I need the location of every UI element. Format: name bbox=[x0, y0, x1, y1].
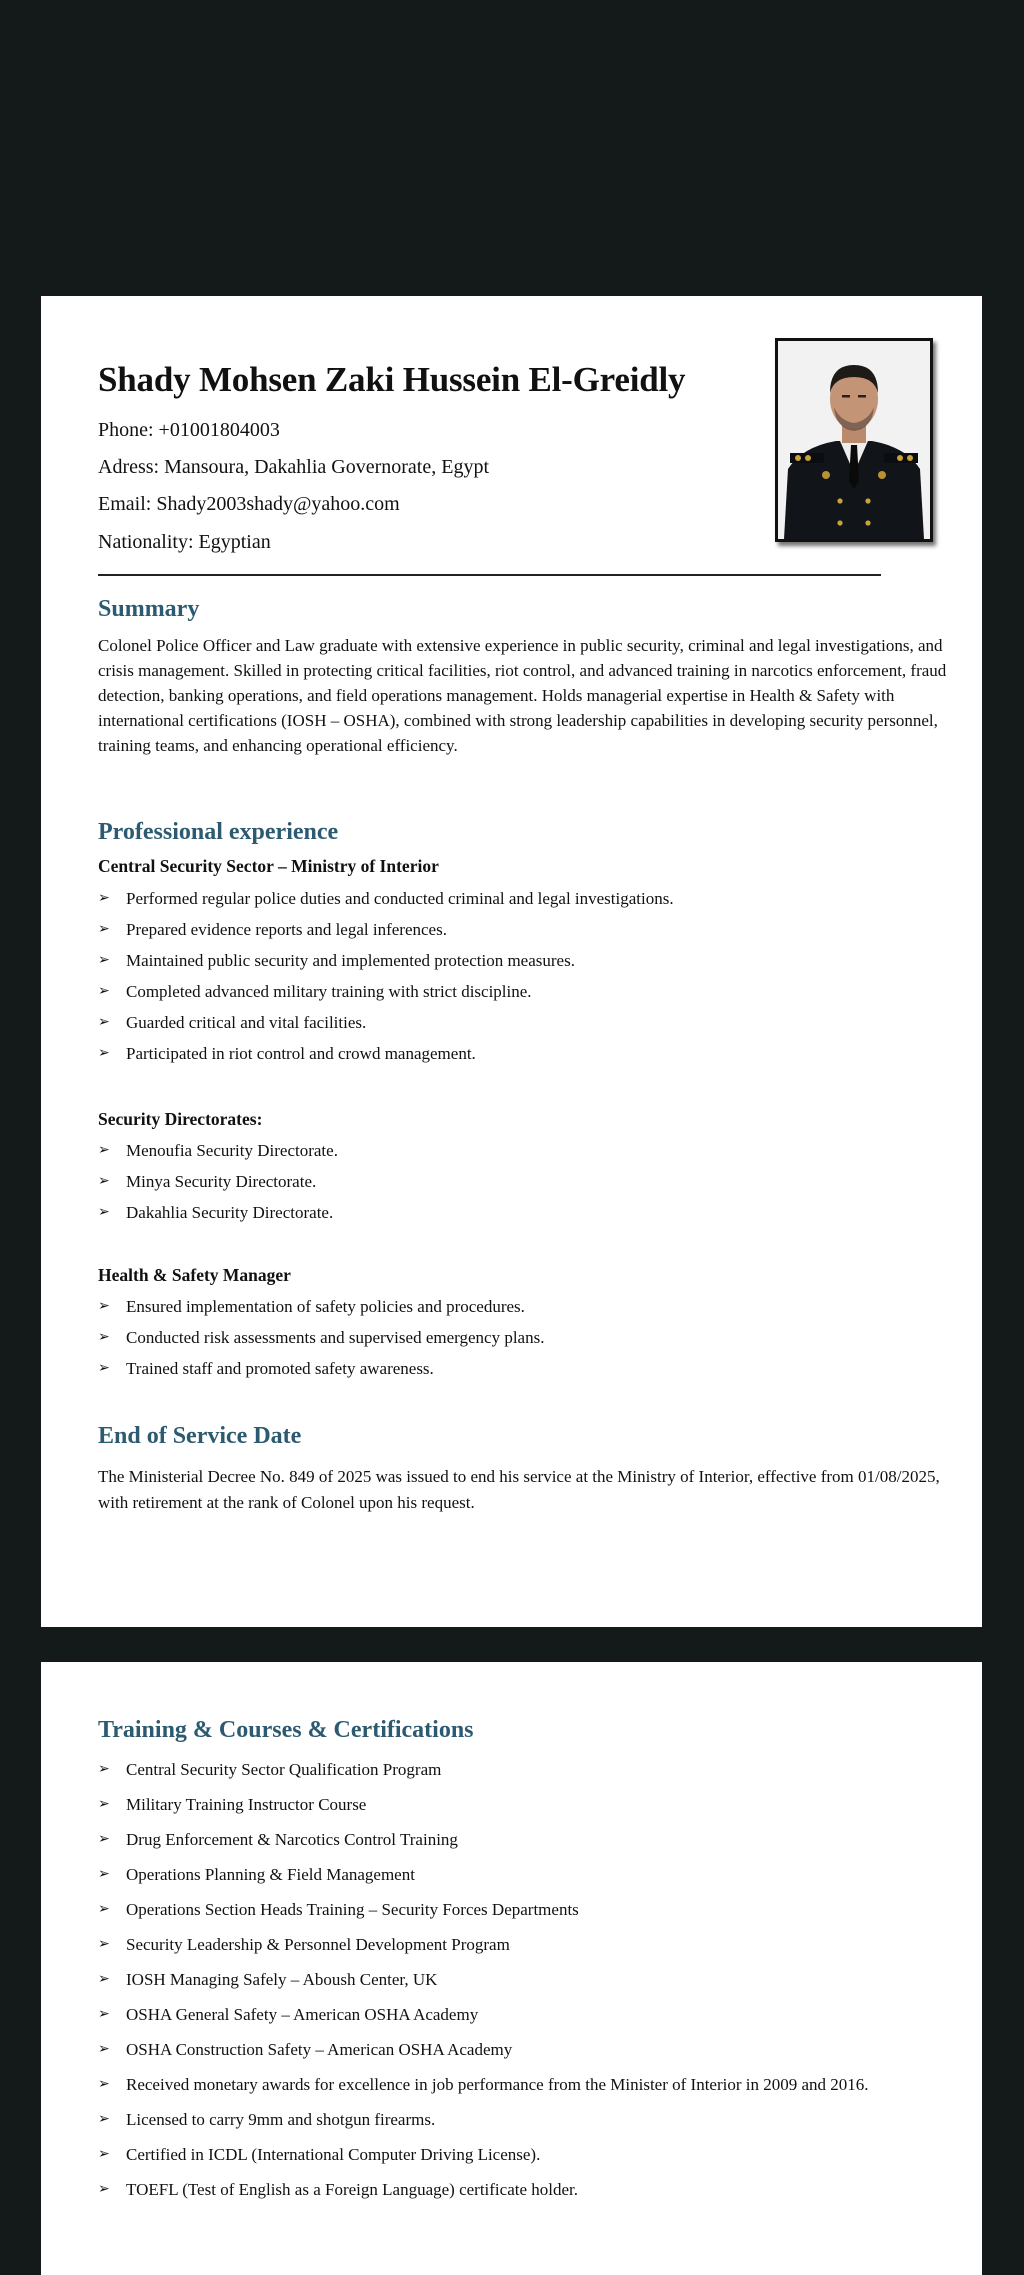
central-security-list bbox=[98, 886, 948, 1066]
arrow-bullet-icon: ➢ bbox=[98, 1204, 110, 1220]
list-item: ➢ Drug Enforcement & Narcotics Control Training bbox=[98, 1827, 948, 1852]
list-item: ➢ Military Training Instructor Course bbox=[98, 1792, 948, 1817]
arrow-bullet-icon: ➢ bbox=[98, 1796, 110, 1812]
summary-title: Summary bbox=[98, 596, 200, 622]
list-item: ➢ Menoufia Security Directorate. bbox=[98, 1138, 948, 1163]
list-item: ➢ Operations Section Heads Training – Security Forces Departments bbox=[98, 1897, 948, 1922]
end-of-service-text: The Ministerial Decree No. 849 of 2025 was issued to end his service at the Ministry of Interior, effective from 01/08/2025, with retirement at the rank of Colonel upon his request. bbox=[98, 1467, 940, 1512]
nationality-line: Nationality: Egyptian bbox=[98, 531, 271, 553]
list-item: ➢ Operations Planning & Field Management bbox=[98, 1862, 948, 1887]
list-item: ➢ Prepared evidence reports and legal inferences. bbox=[98, 917, 948, 942]
arrow-bullet-icon: ➢ bbox=[98, 1936, 110, 1952]
officer-portrait-image bbox=[778, 341, 930, 539]
arrow-bullet-icon: ➢ bbox=[98, 1971, 110, 1987]
training-list bbox=[98, 1757, 948, 2202]
list-item: ➢ Participated in riot control and crowd management. bbox=[98, 1041, 948, 1066]
candidate-name: Shady Mohsen Zaki Hussein El-Greidly bbox=[98, 360, 686, 399]
list-item: ➢ Received monetary awards for excellence in job performance from the Minister of Interior in 2009 and 2016. bbox=[98, 2072, 948, 2097]
list-item: ➢ Maintained public security and implemented protection measures. bbox=[98, 948, 948, 973]
resume-page-2 bbox=[41, 1662, 982, 2275]
arrow-bullet-icon: ➢ bbox=[98, 921, 110, 937]
summary-text: Colonel Police Officer and Law graduate with extensive experience in public security, criminal and legal investigations, and crisis management. Skilled in protecting critical facilities, riot control, and advanced training in narcotics enforcement, fraud detection, banking operations, and field operations management. Holds managerial expertise in Health & Safety with international certifications (IOSH – OSHA), combined with strong leadership capabilities in developing security personnel, training teams, and enhancing operational efficiency. bbox=[98, 636, 947, 755]
list-item: ➢ Conducted risk assessments and supervised emergency plans. bbox=[98, 1325, 948, 1350]
end-of-service-title: End of Service Date bbox=[98, 1423, 302, 1449]
list-item: ➢ TOEFL (Test of English as a Foreign Language) certificate holder. bbox=[98, 2177, 948, 2202]
arrow-bullet-icon: ➢ bbox=[98, 1901, 110, 1917]
resume-page-1 bbox=[41, 296, 982, 1627]
arrow-bullet-icon: ➢ bbox=[98, 1045, 110, 1061]
security-directorates-list bbox=[98, 1138, 948, 1225]
profile-photo bbox=[775, 338, 933, 542]
list-item: ➢ Licensed to carry 9mm and shotgun firearms. bbox=[98, 2107, 948, 2132]
list-item: ➢ OSHA Construction Safety – American OSHA Academy bbox=[98, 2037, 948, 2062]
email-line: Email: Shady2003shady@yahoo.com bbox=[98, 493, 400, 515]
list-item: ➢ IOSH Managing Safely – Aboush Center, UK bbox=[98, 1967, 948, 1992]
arrow-bullet-icon: ➢ bbox=[98, 1360, 110, 1376]
arrow-bullet-icon: ➢ bbox=[98, 1329, 110, 1345]
arrow-bullet-icon: ➢ bbox=[98, 1831, 110, 1847]
arrow-bullet-icon: ➢ bbox=[98, 952, 110, 968]
health-safety-list bbox=[98, 1294, 948, 1381]
list-item: ➢ Dakahlia Security Directorate. bbox=[98, 1200, 948, 1225]
arrow-bullet-icon: ➢ bbox=[98, 2111, 110, 2127]
central-security-heading: Central Security Sector – Ministry of Interior bbox=[98, 856, 439, 876]
health-safety-heading: Health & Safety Manager bbox=[98, 1265, 291, 1285]
experience-title: Professional experience bbox=[98, 819, 339, 845]
list-item: ➢ Ensured implementation of safety policies and procedures. bbox=[98, 1294, 948, 1319]
arrow-bullet-icon: ➢ bbox=[98, 1866, 110, 1882]
list-item: ➢ OSHA General Safety – American OSHA Academy bbox=[98, 2002, 948, 2027]
phone-line: Phone: +01001804003 bbox=[98, 419, 280, 441]
arrow-bullet-icon: ➢ bbox=[98, 1142, 110, 1158]
security-directorates-heading: Security Directorates: bbox=[98, 1109, 263, 1129]
arrow-bullet-icon: ➢ bbox=[98, 1173, 110, 1189]
list-item: ➢ Completed advanced military training with strict discipline. bbox=[98, 979, 948, 1004]
training-title: Training & Courses & Certifications bbox=[98, 1717, 474, 1743]
arrow-bullet-icon: ➢ bbox=[98, 1761, 110, 1777]
arrow-bullet-icon: ➢ bbox=[98, 1298, 110, 1314]
list-item: ➢ Trained staff and promoted safety awareness. bbox=[98, 1356, 948, 1381]
header-divider bbox=[98, 574, 881, 576]
arrow-bullet-icon: ➢ bbox=[98, 2181, 110, 2197]
arrow-bullet-icon: ➢ bbox=[98, 2076, 110, 2092]
arrow-bullet-icon: ➢ bbox=[98, 2041, 110, 2057]
arrow-bullet-icon: ➢ bbox=[98, 983, 110, 999]
list-item: ➢ Security Leadership & Personnel Development Program bbox=[98, 1932, 948, 1957]
arrow-bullet-icon: ➢ bbox=[98, 1014, 110, 1030]
address-line: Adress: Mansoura, Dakahlia Governorate, Egypt bbox=[98, 456, 489, 478]
arrow-bullet-icon: ➢ bbox=[98, 2006, 110, 2022]
list-item: ➢ Certified in ICDL (International Computer Driving License). bbox=[98, 2142, 948, 2167]
list-item: ➢ Minya Security Directorate. bbox=[98, 1169, 948, 1194]
arrow-bullet-icon: ➢ bbox=[98, 890, 110, 906]
list-item: ➢ Central Security Sector Qualification Program bbox=[98, 1757, 948, 1782]
list-item: ➢ Performed regular police duties and conducted criminal and legal investigations. bbox=[98, 886, 948, 911]
arrow-bullet-icon: ➢ bbox=[98, 2146, 110, 2162]
list-item: ➢ Guarded critical and vital facilities. bbox=[98, 1010, 948, 1035]
